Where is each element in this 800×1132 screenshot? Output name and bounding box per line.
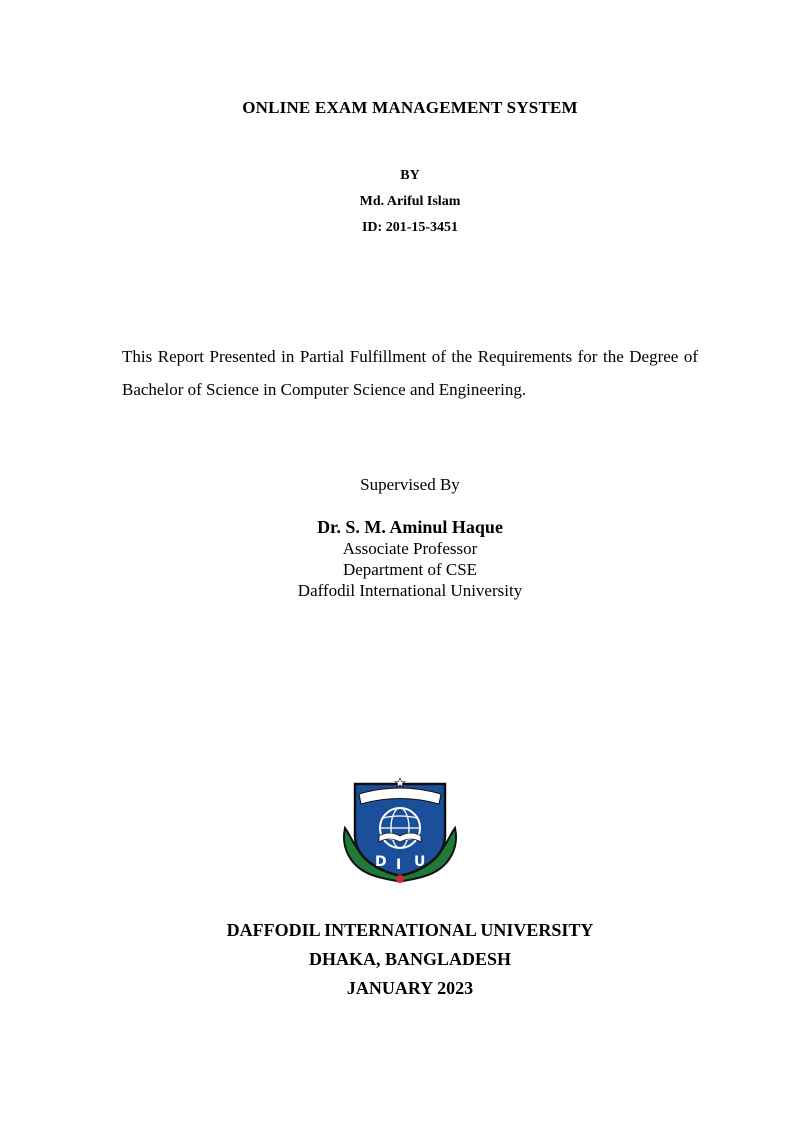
author-id: ID: 201-15-3451 <box>361 220 459 235</box>
author-block <box>0 163 800 241</box>
supervisor-position: Associate Professor <box>342 539 478 558</box>
report-title: ONLINE EXAM MANAGEMENT SYSTEM <box>242 98 578 117</box>
footer-institution: DAFFODIL INTERNATIONAL UNIVERSITY <box>226 920 594 940</box>
author-name: Md. Ariful Islam <box>359 194 461 209</box>
footer-date: JANUARY 2023 <box>346 978 474 998</box>
footer-location: DHAKA, BANGLADESH <box>308 949 512 969</box>
supervisor-department: Department of CSE <box>342 560 478 579</box>
fulfillment-statement: This Report Presented in Partial Fulfillment of the Requirements for the Degree of Bachelor of Science in Computer Science and Engineering. <box>122 347 698 399</box>
supervised-by-label: Supervised By <box>360 475 460 494</box>
supervisor-university: Daffodil International University <box>297 581 523 600</box>
svg-text:D: D <box>375 854 387 870</box>
supervisor-name: Dr. S. M. Aminul Haque <box>317 517 503 537</box>
by-label: BY <box>400 168 420 183</box>
footer-block <box>0 916 800 1003</box>
svg-text:I: I <box>396 857 402 873</box>
svg-text:U: U <box>414 854 426 870</box>
diu-logo-icon <box>335 776 465 888</box>
supervisor-block <box>0 517 800 601</box>
logo-red-dot <box>396 875 404 883</box>
